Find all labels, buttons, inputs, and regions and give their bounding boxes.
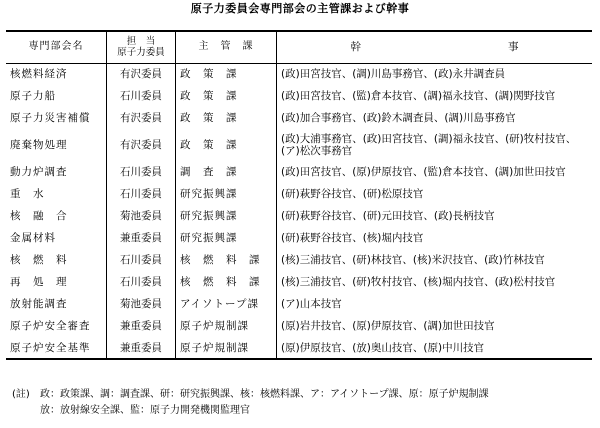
table-header-row [6,31,592,63]
committee-name: 原子力災害補償 [10,112,91,124]
committee-name: 廃棄物処理 [10,139,68,151]
header-member [107,31,176,63]
staff-cell: (研)萩野谷技官、(核)堀内技官 [277,227,593,249]
member-cell: 石川委員 [107,249,176,271]
table-row [6,183,592,205]
staff-cell: (原)伊原技官、(放)奥山技官、(原)中川技官 [277,337,593,359]
table-row [6,271,592,293]
table-row [6,85,592,107]
staff-cell: (政)田宮技官、(監)倉本技官、(調)福永技官、(調)関野技官 [277,85,593,107]
staff-cell: (政)加合事務官、(政)鈴木調査員、(調)川島事務官 [277,107,593,129]
table-row [6,161,592,183]
member-cell: 兼重委員 [107,337,176,359]
department-cell: アイソトープ課 [176,293,277,315]
staff-cell: (原)岩井技官、(原)伊原技官、(調)加世田技官 [277,315,593,337]
committee-name: 核 燃 料 [10,254,68,266]
member-cell: 石川委員 [107,183,176,205]
department-cell: 調 査 課 [176,161,277,183]
table-row [6,129,592,161]
staff-cell: (政)田宮技官、(原)伊原技官、(監)倉本技官、(調)加世田技官 [277,161,593,183]
member-cell: 菊池委員 [107,205,176,227]
committee-name: 動力炉調査 [10,166,68,178]
committee-name: 金属材料 [10,232,56,244]
header-member-line1: 担 当 [126,36,156,48]
header-committee-name: 専門部会名 [6,31,107,63]
header-staff: 幹 事 [277,31,593,63]
department-cell: 政 策 課 [176,85,277,107]
footnote-line-2 [12,403,592,419]
department-cell: 核 燃 料 課 [176,271,277,293]
member-cell: 石川委員 [107,161,176,183]
department-cell: 研究振興課 [176,227,277,249]
committee-name: 原子力船 [10,90,56,102]
department-cell: 核 燃 料 課 [176,249,277,271]
table-row [6,249,592,271]
staff-cell: (政)田宮技官、(調)川島事務官、(政)永井調査員 [277,63,593,85]
table-row [6,337,592,359]
footnote-text-2: 放：放射線安全課、監：原子力開発機関監理官 [40,405,250,416]
committee-name: 放射能調査 [10,298,68,310]
table-row [6,315,592,337]
member-cell: 石川委員 [107,85,176,107]
committee-name: 原子炉安全基準 [6,337,107,359]
staff-cell: (ア)山本技官 [277,293,593,315]
committee-name: 再 処 理 [10,276,68,288]
member-cell: 石川委員 [107,271,176,293]
department-cell: 研究振興課 [176,183,277,205]
department-cell: 政 策 課 [176,63,277,85]
department-cell: 原子炉規制課 [176,337,277,359]
table-row [6,205,592,227]
header-department: 主 管 課 [176,31,277,63]
staff-cell: (核)三浦技官、(研)牧村技官、(核)堀内技官、(政)松村技官 [277,271,593,293]
staff-cell: (政)大浦事務官、(政)田宮技官、(調)福永技官、(研)牧村技官、(ア)松次事務官 [277,129,593,161]
department-cell: 政 策 課 [176,107,277,129]
department-cell: 研究振興課 [176,205,277,227]
department-cell: 原子炉規制課 [176,315,277,337]
member-cell: 有沢委員 [107,129,176,161]
member-cell: 菊池委員 [107,293,176,315]
staff-cell: (核)三浦技官、(研)林技官、(核)米沢技官、(政)竹林技官 [277,249,593,271]
footnote-label: (註) [12,389,30,400]
table-row [6,107,592,129]
committee-name: 重 水 [10,188,45,200]
footnote-line-1 [12,387,592,403]
committee-name: 原子炉安全審査 [10,320,91,332]
committee-table [6,30,592,360]
table-row [6,293,592,315]
footnote-text-1: 政：政策課、調：調査課、研：研究振興課、核：核燃料課、ア：アイソトープ課、原：原子炉規制課 [40,389,489,400]
footnote [12,387,592,419]
table-row [6,227,592,249]
member-cell: 兼重委員 [107,227,176,249]
member-cell: 有沢委員 [107,107,176,129]
header-member-line2: 原子力委員 [117,47,165,59]
member-cell: 兼重委員 [107,315,176,337]
committee-name: 核燃料経済 [10,68,68,81]
department-cell: 政 策 課 [176,129,277,161]
table-row [6,63,592,85]
document-title: 原子力委員会専門部会の主管課および幹事 [190,2,410,15]
staff-cell: (研)萩野谷技官、(研)松原技官 [277,183,593,205]
committee-name: 核 融 合 [10,210,68,222]
member-cell: 有沢委員 [107,63,176,85]
staff-cell: (研)萩野谷技官、(研)元田技官、(政)長柄技官 [277,205,593,227]
